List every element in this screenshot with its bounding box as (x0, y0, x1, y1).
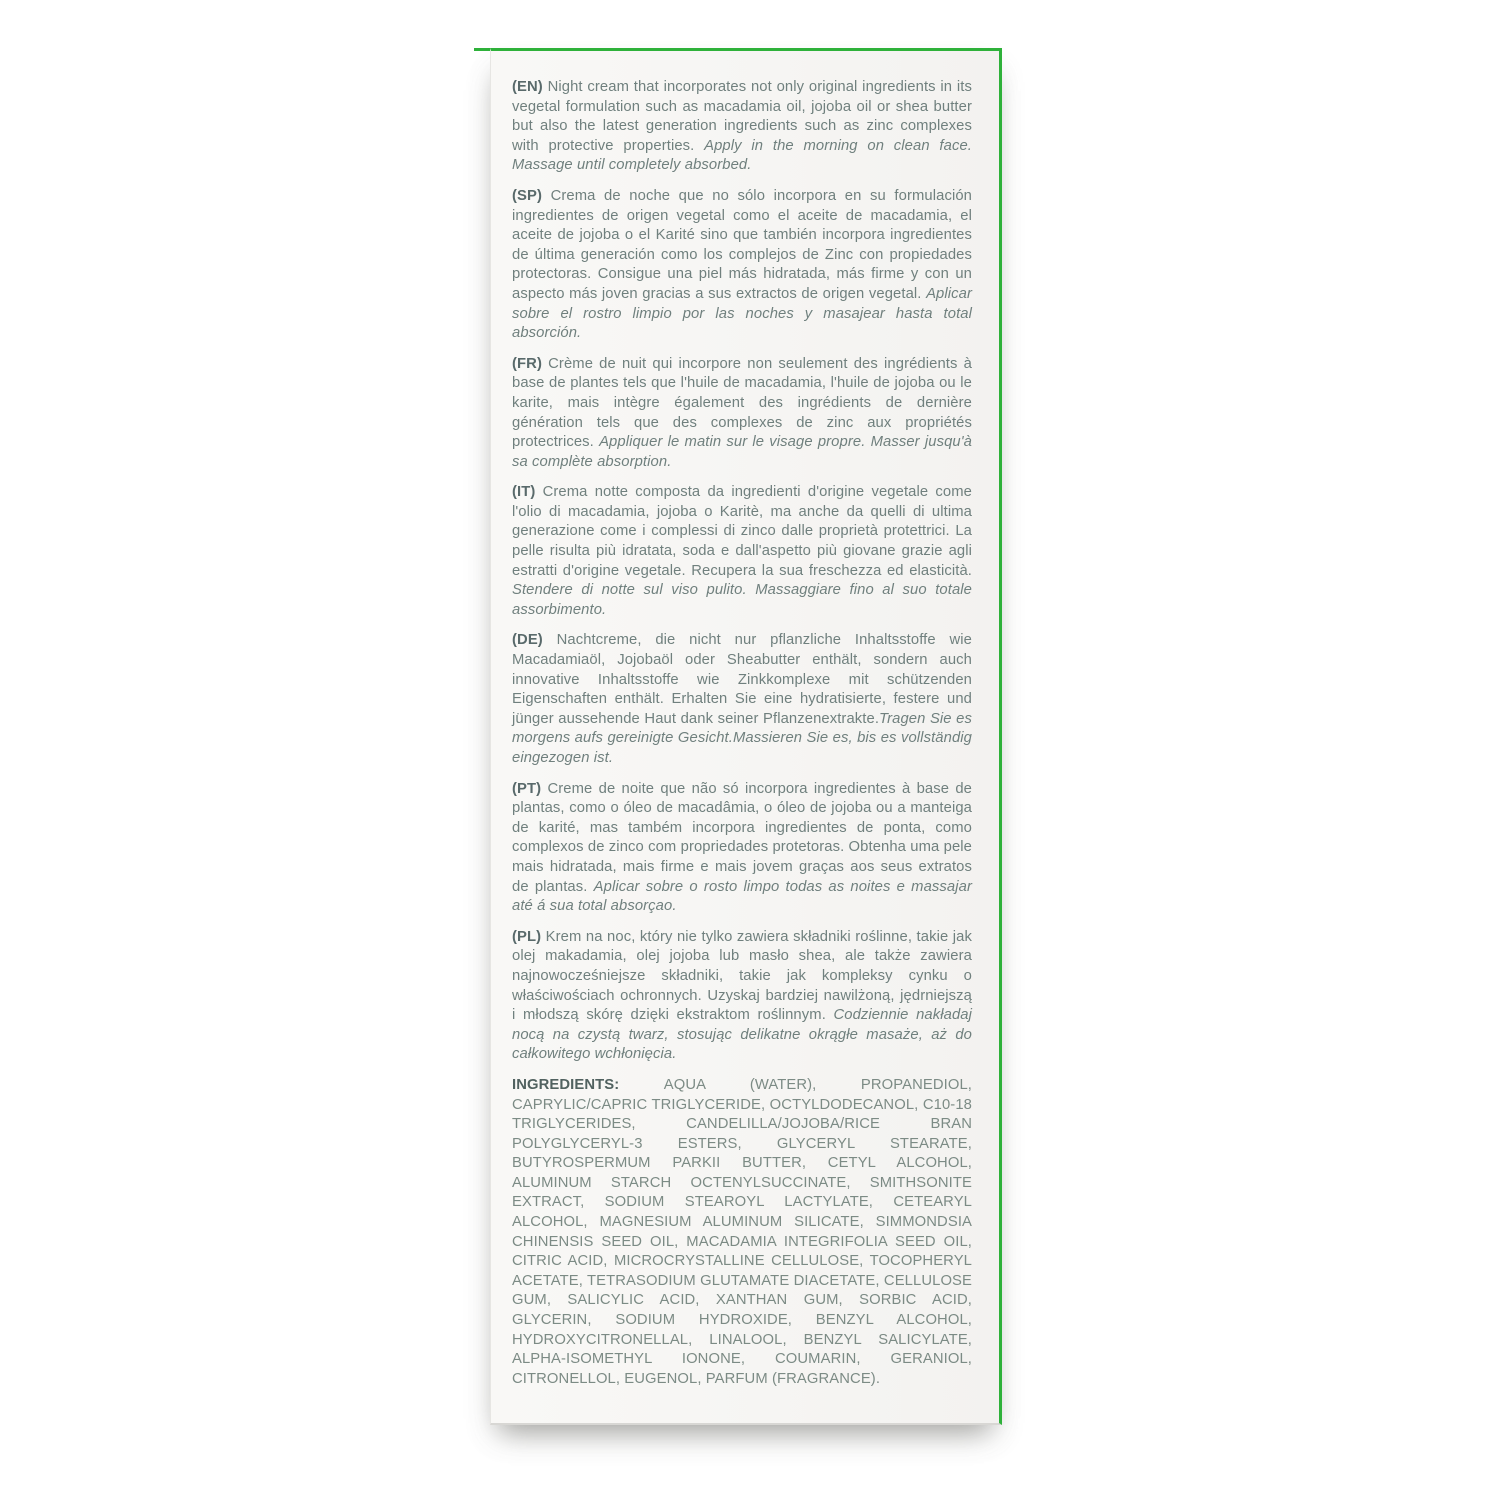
paragraph-pt (512, 780, 972, 917)
paragraph-fr (512, 355, 972, 473)
language-tag-fr: (FR) (512, 355, 549, 372)
usage-instructions-it: Stendere di notte sul viso pulito. Massaggiare fino al suo totale assorbimento. (512, 582, 972, 618)
usage-instructions-pt: Aplicar sobre o rosto limpo todas as noites e massajar até á sua total absorçao. (512, 878, 972, 915)
paragraph-body-en: Night cream that incorporates not only original ingredients in its vegetal formulation such as macadamia oil, jojoba oil or shea butter but also the latest generation ingredients such as zinc complexes with protective properties. (512, 79, 972, 154)
paragraph-de (512, 631, 972, 768)
usage-instructions-fr: Appliquer le matin sur le visage propre. Masser jusqu'à sa complète absorption. (512, 434, 972, 470)
usage-instructions-sp: Aplicar sobre el rostro limpio por las noches y masajear hasta total absorción. (512, 285, 972, 342)
language-tag-pl: (PL) (512, 928, 546, 945)
paragraph-body-pl: Krem na noc, który nie tylko zawiera składniki roślinne, takie jak olej makadamia, olej jojoba lub masło shea, ale także zawiera najnowocześniejsze składniki, takie jak kompleksy cynku o właściwościach ochronnych. Uzyskaj bardziej nawilżoną, jędrniejszą i młodszą skórę dzięki ekstraktom roślinnym. (512, 928, 972, 1024)
product-box-back-panel (490, 48, 1002, 1425)
usage-instructions-pl: Codziennie nakładaj nocą na czystą twarz, stosując delikatne okrągłe masaże, aż do całkowitego wchłonięcia. (512, 1007, 972, 1063)
language-tag-en: (EN) (512, 79, 548, 95)
ingredients-label: INGREDIENTS: (512, 1076, 664, 1093)
paragraph-it (512, 483, 972, 620)
usage-instructions-de: Tragen Sie es morgens aufs gereinigte Gesicht.Massieren Sie es, bis es vollständig eingezogen ist. (512, 710, 972, 766)
ingredients-paragraph (512, 1076, 972, 1390)
paragraph-body-sp: Crema de noche que no sólo incorpora en su formulación ingredientes de origen vegetal como el aceite de macadamia, el aceite de jojoba o el Karité sino que también incorpora ingredientes de última generación como los complejos de Zinc con propiedades protectoras. Consigue una piel más hidratada, más firme y con un aspecto más joven gracias a sus extractos de origen vegetal. (512, 187, 972, 302)
ingredients-list: AQUA (WATER), PROPANEDIOL, CAPRYLIC/CAPRIC TRIGLYCERIDE, OCTYLDODECANOL, C10-18 TRIGLYCERIDES, CANDELILLA/JOJOBA/RICE BRAN POLYGLYCERYL-3 ESTERS, GLYCERYL STEARATE, BUTYROSPERMUM PARKII BUTTER, CETYL ALCOHOL, ALUMINUM STARCH OCTENYLSUCCINATE, SMITHSONITE EXTRACT, SODIUM STEAROYL LACTYLATE, CETEARYL ALCOHOL, MAGNESIUM ALUMINUM SILICATE, SIMMONDSIA CHINENSIS SEED OIL, MACADAMIA INTEGRIFOLIA SEED OIL, CITRIC ACID, MICROCRYSTALLINE CELLULOSE, TOCOPHERYL ACETATE, TETRASODIUM GLUTAMATE DIACETATE, CELLULOSE GUM, SALICYLIC ACID, XANTHAN GUM, SORBIC ACID, GLYCERIN, SODIUM HYDROXIDE, BENZYL ALCOHOL, HYDROXYCITRONELLAL, LINALOOL, BENZYL SALICYLATE, ALPHA-ISOMETHYL IONONE, COUMARIN, GERANIOL, CITRONELLOL, EUGENOL, PARFUM (FRAGRANCE). (512, 1076, 972, 1387)
paragraph-body-pt: Creme de noite que não só incorpora ingredientes à base de plantas, como o óleo de macadâmia, o óleo de jojoba ou a manteiga de karité, mas também incorpora ingredientes de ponta, como complexos de zinco com propriedades protetoras. Obtenha uma pele mais hidratada, mais firme e mais jovem graças aos seus extratos de plantas. (512, 780, 972, 895)
language-tag-de: (DE) (512, 632, 557, 649)
language-tag-sp: (SP) (512, 187, 551, 204)
paragraph-body-fr: Crème de nuit qui incorpore non seulement des ingrédients à base de plantes tels que l'huile de macadamia, l'huile de jojoba ou le karite, mais intègre également des ingrédients de dernière génération tels que des complexes de zinc aux propriétés protectrices. (512, 355, 972, 451)
paragraph-body-it: Crema notte composta da ingredienti d'origine vegetale come l'olio di macadamia, jojoba o Karitè, ma anche da quelli di ultima generazione come i complessi di zinco dalle proprietà protettrici. La pelle risulta più idratata, soda e dall'aspetto più giovane grazie agli estratti d'origine vegetale. Recupera la sua freschezza ed elasticità. (512, 484, 972, 579)
usage-instructions-en: Apply in the morning on clean face. Massage until completely absorbed. (512, 137, 972, 174)
label-text-column (491, 51, 999, 1423)
paragraph-sp (512, 187, 972, 344)
paragraph-en (512, 78, 972, 176)
paragraph-pl (512, 928, 972, 1065)
paragraph-body-de: Nachtcreme, die nicht nur pflanzliche Inhaltsstoffe wie Macadamiaöl, Jojobaöl oder Sheabutter enthält, sondern auch innovative Inhaltsstoffe wie Zinkkomplexe mit schützenden Eigenschaften enthält. Erhalten Sie eine hydratisierte, festere und jünger aussehende Haut dank seiner Pflanzenextrakte. (512, 632, 972, 727)
language-tag-it: (IT) (512, 484, 543, 501)
language-tag-pt: (PT) (512, 780, 548, 797)
